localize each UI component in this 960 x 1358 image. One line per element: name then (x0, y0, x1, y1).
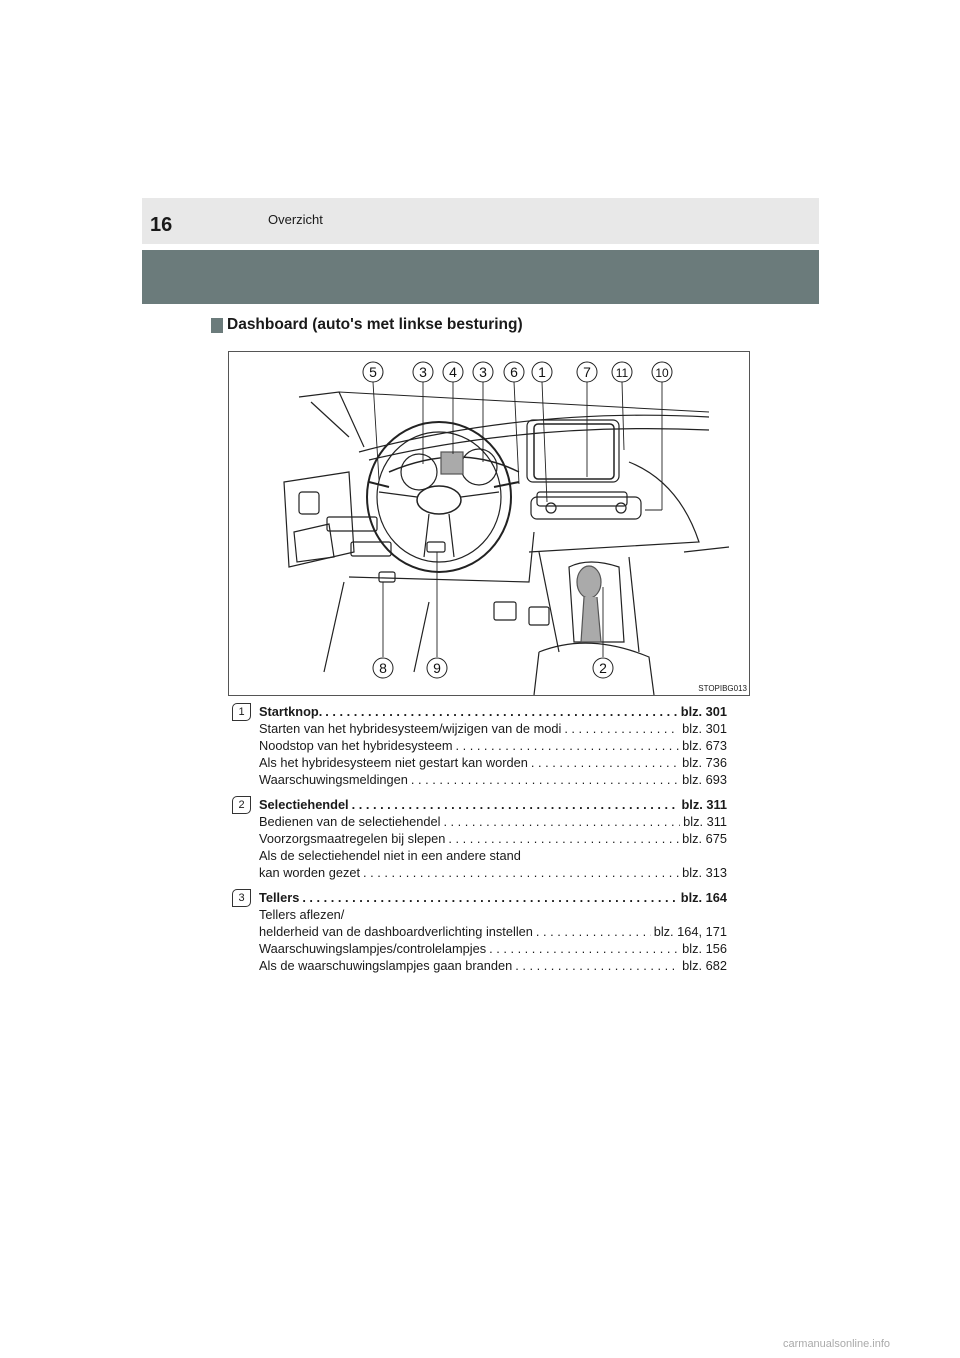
sub-entry: Starten van het hybridesysteem/wijzigen van de modi . . . blz. 301 (259, 720, 727, 737)
callout-label: 2 (599, 660, 607, 676)
sub-entry: Als het hybridesysteem niet gestart kan worden . . . blz. 736 (259, 754, 727, 771)
page-header (142, 198, 819, 244)
callout-label: 10 (655, 366, 669, 380)
callout-label: 3 (419, 364, 427, 380)
sub-entry: Waarschuwingslampjes/controlelampjes . . . blz. 156 (259, 940, 727, 957)
entry-page: blz. 311 (681, 797, 727, 812)
page-number: 16 (150, 214, 173, 236)
sub-entry: Tellers aflezen/ (259, 907, 345, 922)
entry-page: blz. 164 (680, 890, 727, 905)
callout-label: 1 (538, 364, 546, 380)
sub-entry: Als de selectiehendel niet in een andere stand (259, 848, 521, 863)
entry-number-badge: 3 (232, 889, 251, 907)
entry-title-row (259, 703, 727, 720)
callout-label: 6 (510, 364, 518, 380)
entry-title-row (259, 889, 727, 906)
sub-entry: Als de waarschuwingslampjes gaan branden . . . blz. 682 (259, 957, 727, 974)
list-item (232, 796, 727, 881)
callout-label: 4 (449, 364, 457, 380)
entry-list (232, 703, 727, 982)
callout-label: 8 (379, 660, 387, 676)
sub-entry: Noodstop van het hybridesysteem . . . blz. 673 (259, 737, 727, 754)
footer-watermark: carmanualsonline.info (783, 1338, 891, 1350)
section-heading (211, 316, 523, 334)
list-item (232, 703, 727, 788)
dashboard-illustration (228, 351, 750, 696)
entry-title: Startknop. (259, 704, 323, 719)
callout-label: 11 (615, 366, 629, 380)
callout-label: 7 (583, 364, 591, 380)
sub-entry: kan worden gezet . . . blz. 313 (259, 864, 727, 881)
sub-entry: Waarschuwingsmeldingen . . . blz. 693 (259, 771, 727, 788)
entry-page: blz. 301 (680, 704, 727, 719)
entry-number-badge: 2 (232, 796, 251, 814)
callout-label: 5 (369, 364, 377, 380)
sub-entry: Bedienen van de selectiehendel . . . blz. 311 (259, 813, 727, 830)
section-title: Overzicht (268, 212, 323, 227)
callout-label: 3 (479, 364, 487, 380)
entry-title: Tellers (259, 890, 300, 905)
entry-title-row (259, 796, 727, 813)
sub-entry: Voorzorgsmaatregelen bij slepen . . . blz. 675 (259, 830, 727, 847)
figure-id: STOPIBG013 (698, 684, 747, 693)
callout-label: 9 (433, 660, 441, 676)
heading-square-icon (211, 318, 223, 333)
list-item (232, 889, 727, 974)
sub-entry: helderheid van de dashboardverlichting instellen . . . blz. 164, 171 (259, 923, 727, 940)
entry-number-badge: 1 (232, 703, 251, 721)
heading-text: Dashboard (auto's met linkse besturing) (227, 316, 523, 333)
entry-title: Selectiehendel (259, 797, 349, 812)
header-band (142, 250, 819, 304)
